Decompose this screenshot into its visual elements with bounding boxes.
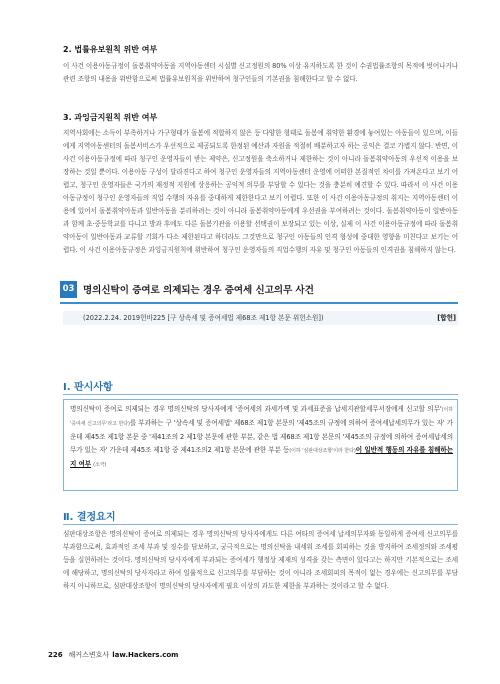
section-heading-proportionality: 3. 과잉금지원칙 위반 여부 xyxy=(63,113,158,122)
case-reference-bar xyxy=(63,311,458,325)
heading-rule xyxy=(63,524,458,525)
heading-rule xyxy=(63,394,458,395)
case-title-bar xyxy=(60,278,458,304)
case-ruling-badge: [합헌] xyxy=(437,314,456,322)
verdict-part-3: 이 일반적 행동의 자유를 침해하는지 여부 xyxy=(70,446,453,468)
page-number: 226 xyxy=(48,651,63,659)
publisher-name: 해커스변호사 xyxy=(68,651,110,659)
verdict-text xyxy=(70,403,453,472)
heading-decision-summary: Ⅱ. 결정요지 xyxy=(63,512,116,523)
case-title: 명의신탁이 증여로 의제되는 경우 증여세 신고의무 사건 xyxy=(83,285,314,296)
verdict-box xyxy=(63,399,458,491)
case-reference: (2022.2.24. 2019헌바225 [구 상속세 및 증여세법 제68조 제1항 본문 위헌소원]) xyxy=(83,314,324,322)
verdict-note-1: (이하 '증여세 신고의무'라고 한다) xyxy=(70,407,453,427)
verdict-note-2: (이하 '심판대상조항'이라 한다) xyxy=(289,448,356,454)
section-heading-legal-reservation: 2. 법률유보원칙 위반 여부 xyxy=(63,45,158,54)
section-body-proportionality: 지역사회에는 소득이 부족하거나 가구형태가 돌봄에 적합하지 않은 등 다양한 형태로 돌봄에 취약한 환경에 놓여있는 아동들이 있으며, 이들에게 지역아동센터의 돌봄서비스가 우선적으로 제공되도록 한정된 예산과 자원을 적절히 배분하고자 하는 공익은 결코 가볍지 않다. 반면, 이 사건 이용아동규정에 따라 청구인 운영자들이 받는 제약은, 신고정원을 축소하거나 제한하는 것이 아니라 돌봄취약아동의 우선적 이용을 보장하는 것일 뿐이다. 이용아동 구성이 달라진다고 하여 청구인 운영자들의 지역아동센터 운영에 어떠한 본질적인 차이를 가져온다고 보기 어렵고, 청구인 운영자들은 국가의 재정적 지원에 상응하는 공익적 의무를 부담할 수 있다는 것을 충분히 예견할 수 있다. 따라서 이 사건 이용아동규정이 청구인 운영자들의 직업 수행의 자유를 중대하게 제한한다고 보기 어렵다. 또한 이 사건 이용아동규정의 취지는 지역아동센터 이용에 있어서 돌봄취약아동과 일반아동을 분리하려는 것이 아니라 돌봄취약아동에게 우선권을 부여하려는 것이다. 돌봄취약아동이 일반아동과 함께 초·중등학교를 다니고 방과 후에도 다른 돌봄기관을 이용할 선택권이 보장되고 있는 이상, 실제 이 사건 이용아동규정에 따라 돌봄취약아동이 일반아동과 교류할 기회가 다소 제한된다고 하더라도 그것만으로 청구인 아동들의 인격 형성에 중대한 영향을 미친다고 보기는 어렵다. 이 사건 이용아동규정은 과잉금지원칙에 위반하여 청구인 운영자들의 직업수행의 자유 및 청구인 아동들의 인격권을 침해하지 않는다. xyxy=(63,129,458,254)
page-footer xyxy=(48,650,178,660)
case-number-badge: 03 xyxy=(60,281,77,298)
verdict-part-2: 를 부과하는 구 '상속세 및 증여세법' 제68조 제1항 본문의 '제45조의 규정에 의하여 증여세납세의무가 있는 자' 가운데 제45조 제1항 본문 중 '제41조의 2 제1항 본문에 관한 부분, 같은 법 제68조 제1항 본문의 '제45조의 규정에 의하여 증여세납세의무가 있는 자' 가운데 제45조 제1항 중 제41조의2 제1항 본문에 관한 부분 등 xyxy=(70,419,453,454)
verdict-conclusion: (소극) xyxy=(93,462,107,468)
verdict-part-1: 명의신탁이 증여로 의제되는 경우 명의신탁의 당사자에게 '증여세의 과세가액 및 과세표준을 납세지관할세무서장에게 신고할 의무' xyxy=(70,405,442,413)
decision-summary-body: 심판대상조항은 명의신탁이 증여로 의제되는 경우 명의신탁의 당사자에게도 다른 여타의 증여세 납세의무자와 동일하게 증여세 신고의무를 부과함으로써, 효과적인 조세 부과 및 징수를 담보하고, 궁극적으로는 명의신탁을 내세워 조세를 회피하는 것을 방지하여 조세정의와 조세평등을 실현하려는 것이다. 명의신탁의 당사자에게 부과되는 증여세가 행정상 제재의 성격을 갖는 측면이 있다고는 하지만 기본적으로는 조세에 해당하고, 명의신탁의 당사자라고 하여 일률적으로 신고의무를 부담하는 것이 아니라 조세회피의 목적이 없는 경우에는 신고의무를 부담하지 아니하므로, 심판대상조항이 명의신탁의 당사자에게 필요 이상의 과도한 제한을 부과하는 것이라고 할 수 없다. xyxy=(63,530,458,590)
section-body-legal-reservation: 이 사건 이용아동규정이 돌봄취약아동을 지역아동센터 시설별 신고정원의 80% 이상 유지하도록 한 것이 수권법률조항의 목적에 벗어나거나 관련 조항의 내용을 위반함으로써 법률유보원칙을 위반하여 청구인들의 기본권을 침해한다고 할 수 없다. xyxy=(63,62,458,83)
publisher-site: law.Hackers.com xyxy=(112,651,179,659)
heading-verdict-points: Ⅰ. 판시사항 xyxy=(63,382,113,393)
